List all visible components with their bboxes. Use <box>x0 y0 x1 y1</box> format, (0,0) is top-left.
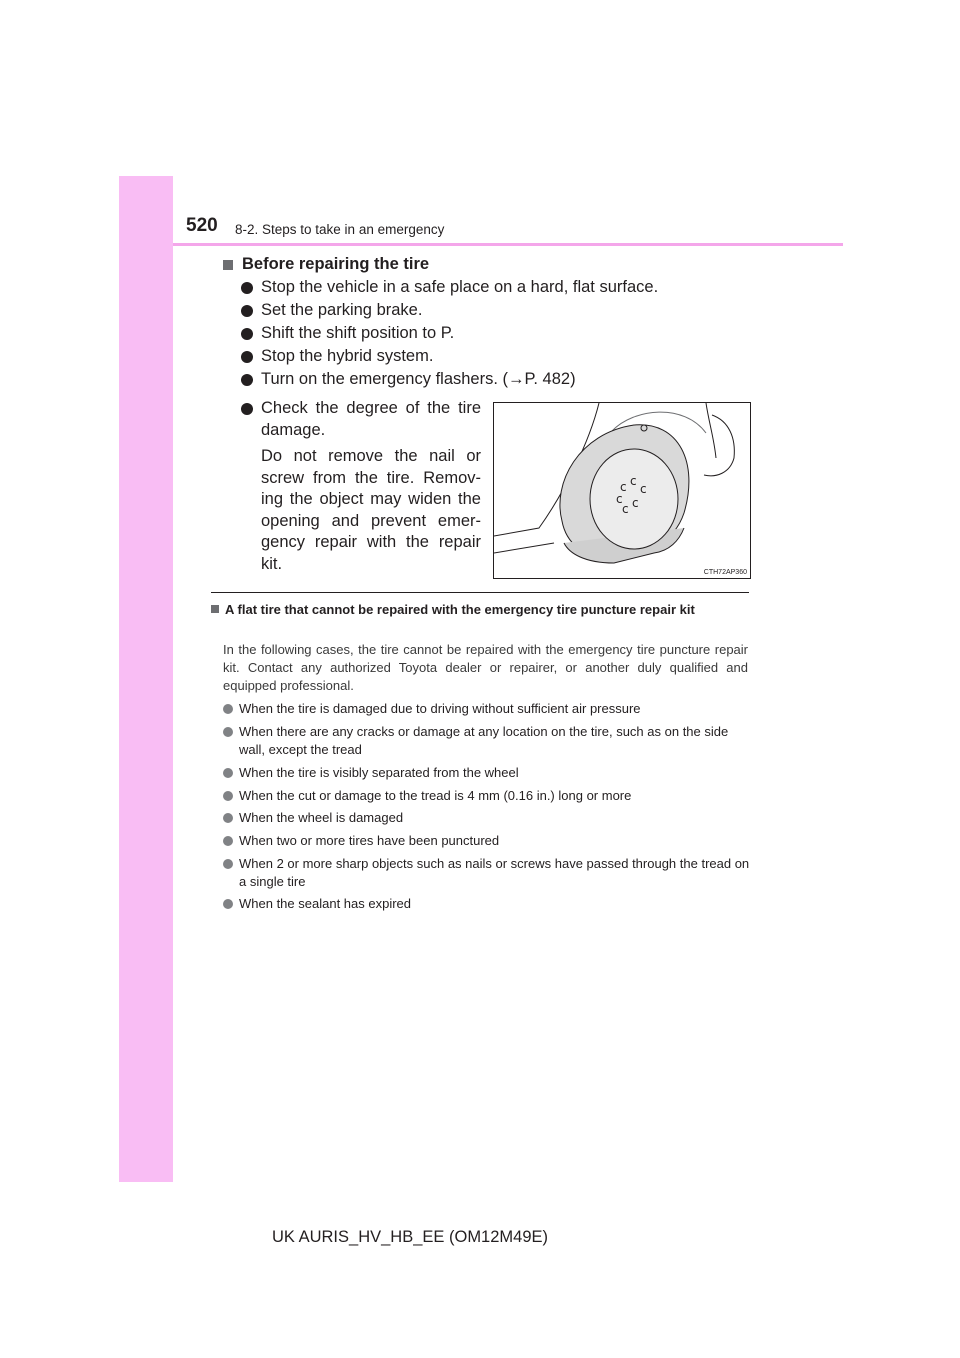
bullet-icon <box>223 859 233 869</box>
step-text: Turn on the emergency flashers. (→P. 482) <box>261 370 576 388</box>
note-item <box>223 787 751 805</box>
bullet-icon <box>241 305 253 317</box>
note-item <box>223 832 751 850</box>
tire-figure <box>493 402 751 579</box>
note-item-text: When the tire is damaged due to driving without sufficient air pressure <box>239 701 641 716</box>
body-line-right <box>706 403 716 458</box>
footer-model: UK AURIS_HV_HB_EE (OM12M49E) <box>272 1228 549 1246</box>
note-title: A flat tire that cannot be repaired with the emergency tire puncture repair kit <box>225 602 695 617</box>
bullet-icon <box>223 813 233 823</box>
bullet-icon <box>223 791 233 801</box>
svg-text:c: c <box>622 502 629 516</box>
body-line-lower <box>494 543 554 553</box>
svg-text:c: c <box>620 480 627 494</box>
note-item-text: When the wheel is damaged <box>239 810 404 825</box>
bullet-icon <box>241 351 253 363</box>
note-item <box>223 809 751 827</box>
svg-text:c: c <box>632 496 639 510</box>
note-heading <box>211 601 751 618</box>
check-damage-title: Check the degree of the tire damage. <box>261 399 481 439</box>
bullet-icon <box>223 727 233 737</box>
before-repair-title: Before repairing the tire <box>242 255 430 273</box>
step-text: Stop the hybrid system. <box>261 347 434 365</box>
note-item-text: When the tire is visibly separated from the wheel <box>239 765 519 780</box>
step-text: Shift the shift position to P. <box>261 324 455 342</box>
note-rule <box>211 592 749 593</box>
note-item-text: When the cut or damage to the tread is 4 mm (0.16 in.) long or more <box>239 788 632 803</box>
bullet-icon <box>241 403 253 415</box>
note-item <box>223 855 751 891</box>
note-item <box>223 764 751 782</box>
svg-text:c: c <box>616 492 623 506</box>
step-item <box>241 370 576 389</box>
note-item-text: When the sealant has expired <box>239 896 411 911</box>
svg-text:c: c <box>640 482 647 496</box>
section-title: 8-2. Steps to take in an emergency <box>235 222 445 237</box>
step-item <box>241 278 658 297</box>
bullet-icon <box>241 374 253 386</box>
check-damage-body: Do not remove the nail or screw from the tire. Remov-ing the object may widen the opening and prevent emer-gency repair with the repair kit. <box>261 447 481 573</box>
bullet-icon <box>223 899 233 909</box>
figure-caption: CTH72AP360 <box>703 569 747 576</box>
check-damage-item <box>241 398 481 441</box>
check-damage-block <box>241 398 481 575</box>
square-bullet-icon <box>223 260 233 270</box>
before-repair-heading <box>223 255 429 274</box>
step-text: Stop the vehicle in a safe place on a hard, flat surface. <box>261 278 659 296</box>
note-item <box>223 895 751 913</box>
side-tab <box>119 176 173 1182</box>
note-item <box>223 723 751 759</box>
header-rule <box>173 243 843 246</box>
bullet-icon <box>223 836 233 846</box>
note-item-text: When 2 or more sharp objects such as nails or screws have passed through the tread on a single tire <box>239 856 750 889</box>
tire-illustration <box>494 403 750 578</box>
fender-line <box>704 415 734 476</box>
note-item-text: When there are any cracks or damage at any location on the tire, such as on the side wall, except the tread <box>239 724 729 757</box>
note-item-text: When two or more tires have been punctured <box>239 833 500 848</box>
bullet-icon <box>241 282 253 294</box>
square-bullet-icon <box>211 605 219 613</box>
note-intro: In the following cases, the tire cannot be repaired with the emergency tire puncture repair kit. Contact any authorized Toyota dealer or repairer, or another duly qualified and equipped professional. <box>223 642 748 693</box>
bullet-icon <box>241 328 253 340</box>
step-text: Set the parking brake. <box>261 301 423 319</box>
svg-text:c: c <box>630 474 637 488</box>
step-item <box>241 347 433 366</box>
bullet-icon <box>223 768 233 778</box>
step-item <box>241 324 454 343</box>
page-number: 520 <box>186 215 218 236</box>
note-item <box>223 700 751 718</box>
bullet-icon <box>223 704 233 714</box>
step-item <box>241 301 422 320</box>
